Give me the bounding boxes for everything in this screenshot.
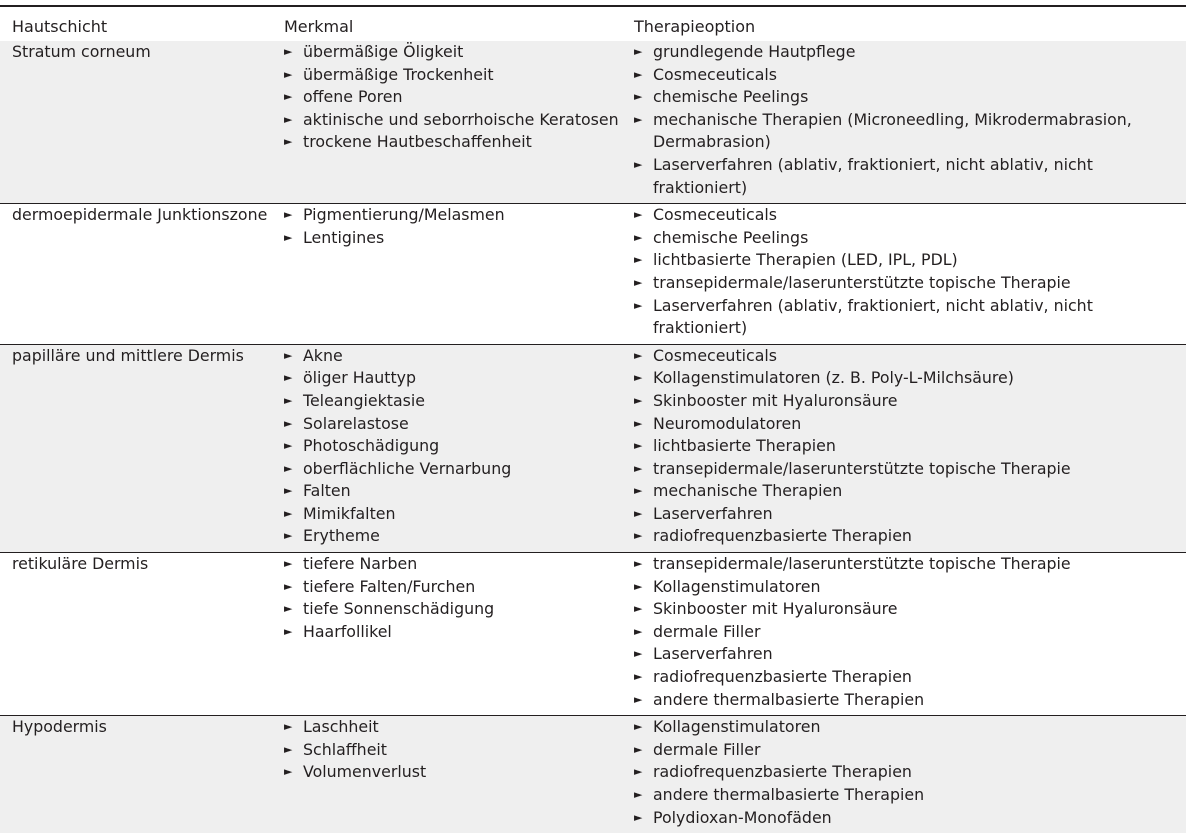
list-item (284, 576, 622, 599)
therapy-list (634, 41, 1186, 199)
list-item (634, 666, 1186, 689)
therapy-list (634, 345, 1186, 548)
feature-text: öliger Hauttyp (303, 368, 417, 388)
therapy-text: Skinbooster mit Hyaluronsäure (653, 390, 898, 410)
feature-list (284, 345, 622, 548)
triangle-bullet-icon: ► (634, 720, 643, 734)
therapy-text: Cosmeceuticals (653, 205, 778, 225)
list-item (634, 576, 1186, 599)
list-item (284, 204, 622, 227)
feature-text: Akne (303, 345, 343, 365)
feature-text: Haarfollikel (303, 621, 392, 641)
table-row (0, 553, 1186, 716)
list-item (284, 716, 622, 739)
triangle-bullet-icon: ► (284, 348, 293, 362)
triangle-bullet-icon: ► (634, 647, 643, 661)
triangle-bullet-icon: ► (284, 67, 293, 81)
therapy-text: Neuromodulatoren (653, 413, 802, 433)
list-item (634, 807, 1186, 830)
triangle-bullet-icon: ► (634, 253, 643, 267)
feature-text: tiefe Sonnenschädigung (303, 599, 495, 619)
feature-text: tiefere Narben (303, 554, 418, 574)
therapy-text: transepidermale/laserunterstützte topische Therapie (653, 458, 1071, 478)
list-item (634, 761, 1186, 784)
feature-text: oberflächliche Vernarbung (303, 458, 512, 478)
list-item (634, 716, 1186, 739)
feature-text: Solarelastose (303, 413, 409, 433)
table-row (0, 41, 1186, 204)
triangle-bullet-icon: ► (634, 602, 643, 616)
list-item (284, 64, 622, 87)
list-item (284, 367, 622, 390)
table-header-row (0, 13, 1186, 41)
triangle-bullet-icon: ► (284, 765, 293, 779)
therapy-cell (622, 204, 1186, 345)
therapy-text: mechanische Therapien (Microneedling, Mikrodermabrasion, Dermabrasion) (653, 109, 1132, 152)
triangle-bullet-icon: ► (284, 579, 293, 593)
list-item (634, 458, 1186, 481)
triangle-bullet-icon: ► (634, 742, 643, 756)
feature-text: Mimikfalten (303, 503, 396, 523)
triangle-bullet-icon: ► (634, 348, 643, 362)
triangle-bullet-icon: ► (634, 157, 643, 171)
feature-list (284, 716, 622, 784)
feature-text: Erytheme (303, 526, 380, 546)
triangle-bullet-icon: ► (634, 45, 643, 58)
triangle-bullet-icon: ► (284, 393, 293, 407)
therapy-text: Cosmeceuticals (653, 345, 778, 365)
therapy-text: transepidermale/laserunterstützte topische Therapie (653, 554, 1071, 574)
feature-cell (272, 716, 622, 833)
table-row (0, 344, 1186, 552)
feature-cell (272, 41, 622, 204)
therapy-text: dermale Filler (653, 621, 761, 641)
feature-list (284, 204, 622, 249)
feature-cell (272, 344, 622, 552)
list-item (634, 64, 1186, 87)
triangle-bullet-icon: ► (634, 298, 643, 312)
list-item (284, 345, 622, 368)
therapy-cell (622, 716, 1186, 833)
therapy-text: chemische Peelings (653, 87, 809, 107)
triangle-bullet-icon: ► (284, 624, 293, 638)
triangle-bullet-icon: ► (634, 765, 643, 779)
skin-layer-cell: Stratum corneum (0, 41, 272, 204)
triangle-bullet-icon: ► (284, 439, 293, 453)
triangle-bullet-icon: ► (634, 416, 643, 430)
list-item (284, 458, 622, 481)
list-item (284, 390, 622, 413)
feature-text: Volumenverlust (303, 762, 427, 782)
list-item (284, 480, 622, 503)
list-item (634, 295, 1186, 340)
list-item (634, 480, 1186, 503)
therapy-text: grundlegende Hautpflege (653, 42, 856, 61)
triangle-bullet-icon: ► (284, 416, 293, 430)
list-item (284, 621, 622, 644)
list-item (284, 503, 622, 526)
top-rule (0, 5, 1186, 7)
list-item (634, 643, 1186, 666)
feature-text: aktinische und seborrhoische Keratosen (303, 109, 619, 129)
triangle-bullet-icon: ► (634, 624, 643, 638)
feature-text: Photoschädigung (303, 436, 440, 456)
feature-text: Teleangiektasie (303, 390, 425, 410)
feature-text: Schlaffheit (303, 739, 387, 759)
list-item (284, 525, 622, 548)
feature-text: Falten (303, 481, 351, 501)
list-item (634, 525, 1186, 548)
feature-text: trockene Hautbeschaffenheit (303, 132, 532, 152)
list-item (634, 154, 1186, 199)
feature-text: offene Poren (303, 87, 403, 107)
list-item (634, 86, 1186, 109)
feature-text: übermäßige Trockenheit (303, 64, 494, 84)
list-item (284, 739, 622, 762)
skin-layer-cell: dermoepidermale Junktionszone (0, 204, 272, 345)
triangle-bullet-icon: ► (634, 393, 643, 407)
therapy-text: Laserverfahren (ablativ, fraktioniert, nicht ablativ, nicht fraktioniert) (653, 295, 1093, 338)
therapy-cell (622, 344, 1186, 552)
list-item (634, 553, 1186, 576)
therapy-text: Cosmeceuticals (653, 64, 778, 84)
triangle-bullet-icon: ► (284, 742, 293, 756)
triangle-bullet-icon: ► (284, 90, 293, 104)
table-row (0, 716, 1186, 833)
therapy-text: Polydioxan-Monofäden (653, 807, 832, 827)
therapy-text: transepidermale/laserunterstützte topische Therapie (653, 272, 1071, 292)
list-item (634, 204, 1186, 227)
therapy-text: radiofrequenzbasierte Therapien (653, 526, 912, 546)
list-item (284, 598, 622, 621)
therapy-text: dermale Filler (653, 739, 761, 759)
triangle-bullet-icon: ► (284, 602, 293, 616)
table-body (0, 41, 1186, 833)
therapy-text: mechanische Therapien (653, 481, 843, 501)
therapy-text: andere thermalbasierte Therapien (653, 785, 925, 804)
skin-layer-table (0, 13, 1186, 833)
list-item (284, 131, 622, 154)
list-item (284, 435, 622, 458)
header-hautschicht: Hautschicht (12, 17, 108, 36)
triangle-bullet-icon: ► (634, 579, 643, 593)
list-item (634, 41, 1186, 64)
therapy-text: lichtbasierte Therapien (LED, IPL, PDL) (653, 250, 958, 270)
list-item (284, 227, 622, 250)
triangle-bullet-icon: ► (634, 275, 643, 289)
list-item (634, 413, 1186, 436)
triangle-bullet-icon: ► (284, 45, 293, 58)
feature-text: Laschheit (303, 717, 379, 737)
triangle-bullet-icon: ► (284, 506, 293, 520)
triangle-bullet-icon: ► (634, 439, 643, 453)
triangle-bullet-icon: ► (634, 67, 643, 81)
therapy-list (634, 716, 1186, 829)
triangle-bullet-icon: ► (284, 112, 293, 126)
therapy-text: Kollagenstimulatoren (653, 576, 821, 596)
triangle-bullet-icon: ► (634, 529, 643, 543)
list-item (284, 413, 622, 436)
triangle-bullet-icon: ► (634, 371, 643, 385)
triangle-bullet-icon: ► (284, 484, 293, 498)
therapy-list (634, 204, 1186, 340)
feature-list (284, 553, 622, 643)
header-merkmal: Merkmal (284, 17, 354, 36)
list-item (284, 109, 622, 132)
therapy-text: andere thermalbasierte Therapien (653, 689, 925, 709)
therapy-cell (622, 41, 1186, 204)
list-item (284, 761, 622, 784)
therapy-list (634, 553, 1186, 711)
triangle-bullet-icon: ► (284, 208, 293, 222)
triangle-bullet-icon: ► (634, 230, 643, 244)
list-item (634, 435, 1186, 458)
list-item (284, 553, 622, 576)
triangle-bullet-icon: ► (284, 557, 293, 571)
triangle-bullet-icon: ► (634, 810, 643, 824)
triangle-bullet-icon: ► (634, 461, 643, 475)
list-item (634, 249, 1186, 272)
therapy-text: radiofrequenzbasierte Therapien (653, 762, 912, 782)
list-item (634, 272, 1186, 295)
list-item (634, 367, 1186, 390)
triangle-bullet-icon: ► (634, 208, 643, 222)
therapy-text: Laserverfahren (653, 503, 773, 523)
skin-layer-cell: retikuläre Dermis (0, 553, 272, 716)
list-item (634, 739, 1186, 762)
feature-list (284, 41, 622, 154)
triangle-bullet-icon: ► (284, 371, 293, 385)
triangle-bullet-icon: ► (634, 506, 643, 520)
triangle-bullet-icon: ► (634, 692, 643, 706)
list-item (634, 621, 1186, 644)
list-item (284, 41, 622, 64)
triangle-bullet-icon: ► (634, 112, 643, 126)
list-item (634, 503, 1186, 526)
triangle-bullet-icon: ► (634, 788, 643, 801)
therapy-text: Kollagenstimulatoren (653, 717, 821, 737)
list-item (634, 689, 1186, 712)
therapy-text: chemische Peelings (653, 227, 809, 247)
feature-text: übermäßige Öligkeit (303, 42, 464, 61)
feature-text: Pigmentierung/Melasmen (303, 205, 505, 225)
list-item (284, 86, 622, 109)
triangle-bullet-icon: ► (284, 135, 293, 149)
list-item (634, 345, 1186, 368)
therapy-text: lichtbasierte Therapien (653, 436, 836, 456)
therapy-text: Laserverfahren (ablativ, fraktioniert, nicht ablativ, nicht fraktioniert) (653, 154, 1093, 197)
feature-text: tiefere Falten/Furchen (303, 576, 476, 596)
triangle-bullet-icon: ► (284, 720, 293, 734)
feature-text: Lentigines (303, 227, 385, 247)
header-therapieoption: Therapieoption (634, 17, 756, 36)
feature-cell (272, 553, 622, 716)
skin-layer-cell: Hypodermis (0, 716, 272, 833)
triangle-bullet-icon: ► (634, 90, 643, 104)
triangle-bullet-icon: ► (634, 670, 643, 684)
list-item (634, 598, 1186, 621)
list-item (634, 109, 1186, 154)
triangle-bullet-icon: ► (634, 484, 643, 498)
table-row (0, 204, 1186, 345)
triangle-bullet-icon: ► (634, 557, 643, 571)
skin-layer-cell: papilläre und mittlere Dermis (0, 344, 272, 552)
therapy-text: Kollagenstimulatoren (z. B. Poly-L-Milchsäure) (653, 368, 1014, 388)
triangle-bullet-icon: ► (284, 529, 293, 543)
list-item (634, 227, 1186, 250)
therapy-text: Laserverfahren (653, 644, 773, 664)
therapy-text: radiofrequenzbasierte Therapien (653, 667, 912, 687)
list-item (634, 784, 1186, 807)
feature-cell (272, 204, 622, 345)
list-item (634, 390, 1186, 413)
therapy-text: Skinbooster mit Hyaluronsäure (653, 599, 898, 619)
triangle-bullet-icon: ► (284, 461, 293, 475)
triangle-bullet-icon: ► (284, 230, 293, 244)
therapy-cell (622, 553, 1186, 716)
